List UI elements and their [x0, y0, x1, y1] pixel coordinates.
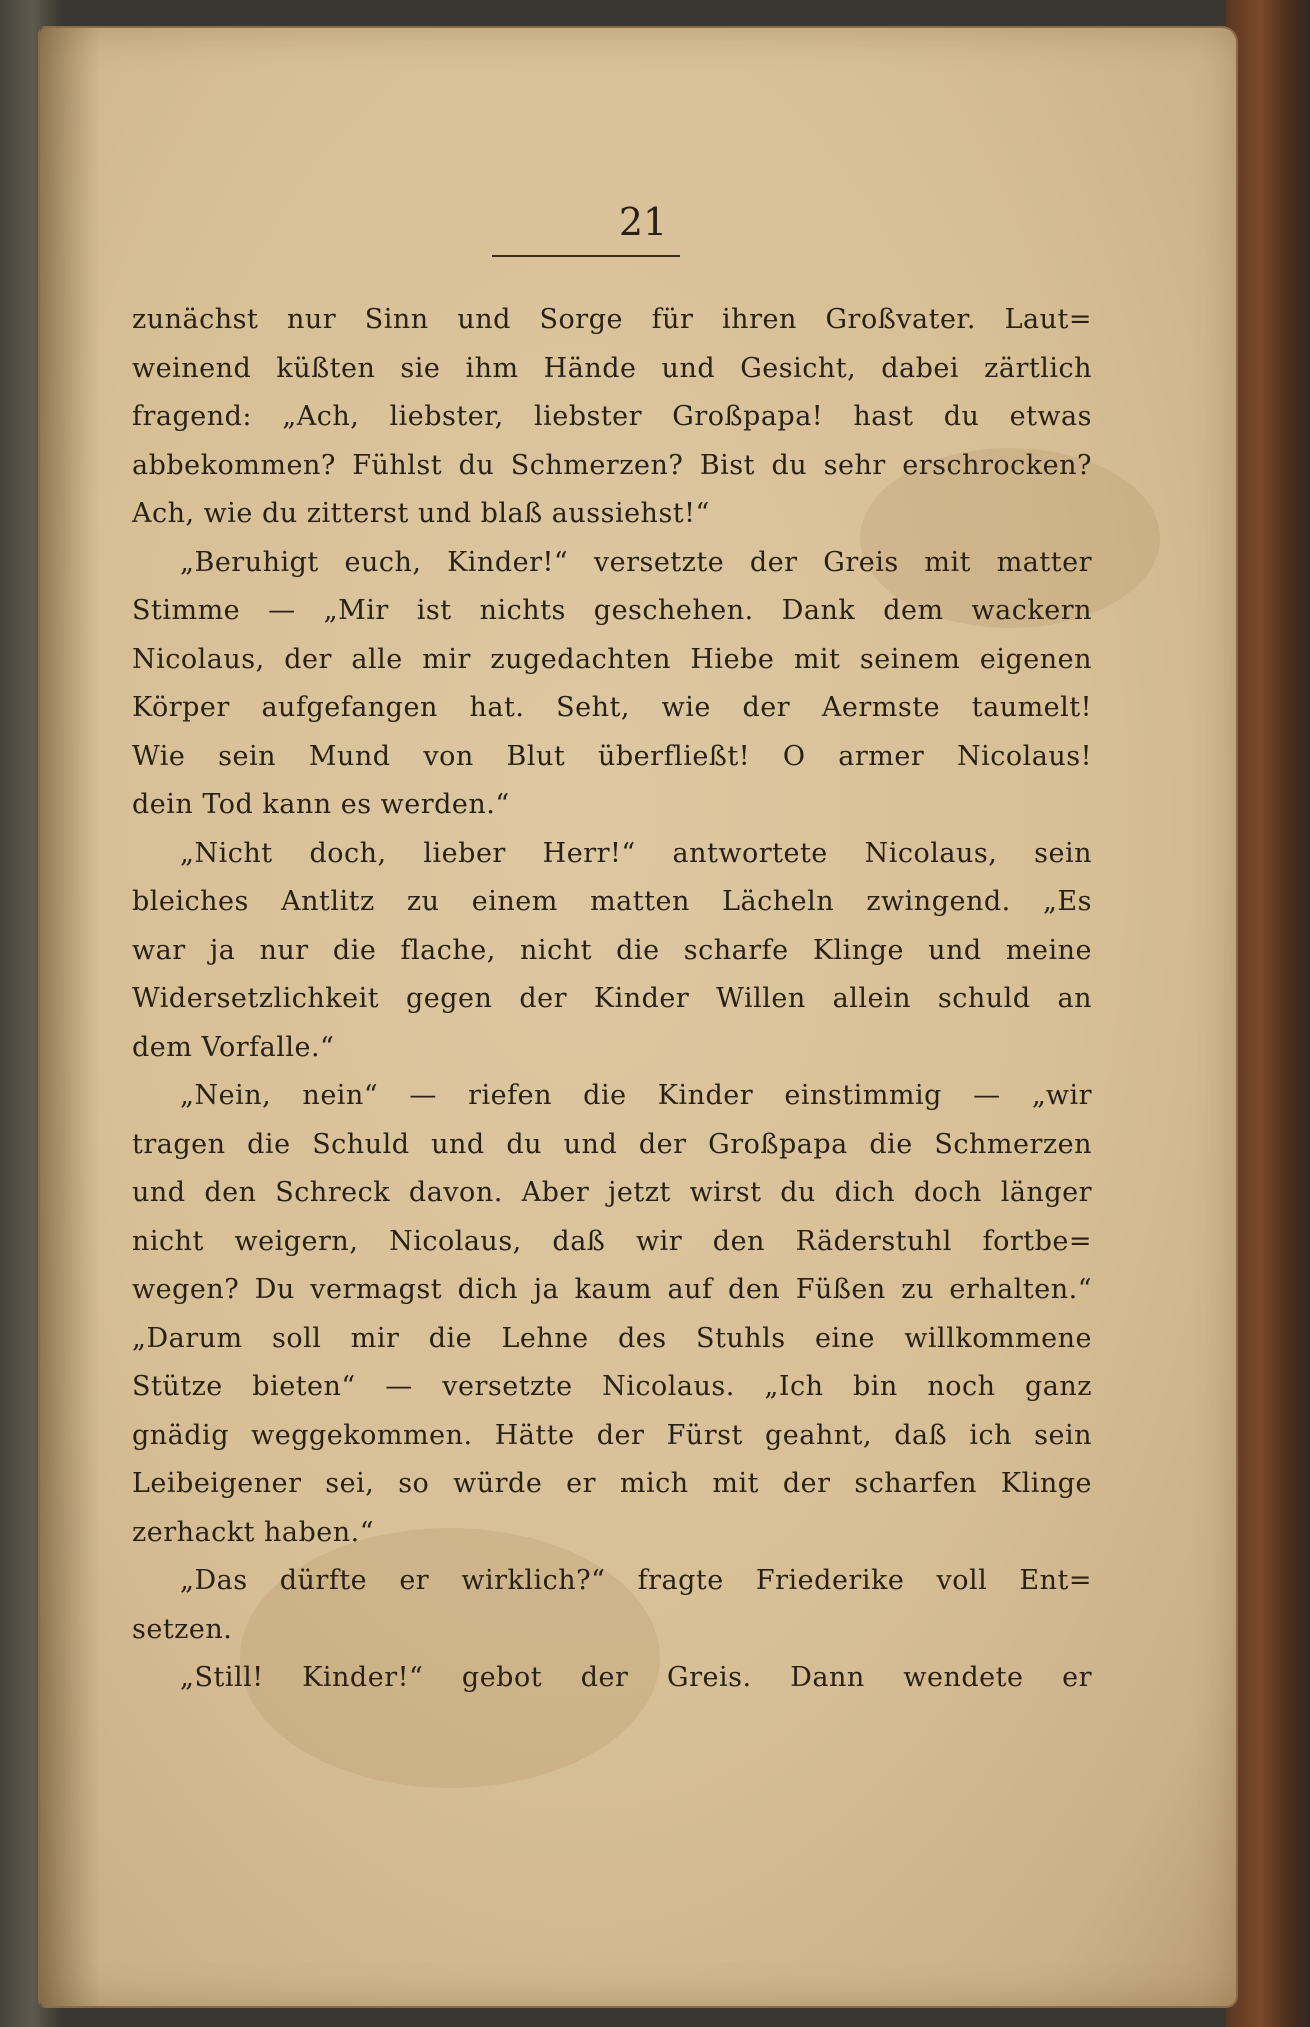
text-line: setzen. — [132, 1613, 233, 1645]
book-cover-right-edge — [1226, 0, 1310, 2027]
text-line: „Nein, nein“ — riefen die Kinder einstimmig — „wir — [180, 1080, 1092, 1111]
text-line: gnädig weggekommen. Hätte der Fürst geahnt, daß ich sein — [132, 1419, 1092, 1451]
text-line: Leibeigener sei, so würde er mich mit der scharfen Klinge — [132, 1468, 1092, 1499]
text-line: „Still! Kinder!“ gebot der Greis. Dann wendete er — [180, 1662, 1092, 1693]
text-line: und den Schreck davon. Aber jetzt wirst du dich doch länger — [132, 1177, 1092, 1208]
text-line: zerhackt haben.“ — [132, 1516, 375, 1548]
body-text — [132, 296, 1092, 1703]
text-line: weinend küßten sie ihm Hände und Gesicht, dabei zärtlich — [132, 352, 1092, 384]
text-line: wegen? Du vermagst dich ja kaum auf den Füßen zu erhalten.“ — [132, 1274, 1092, 1305]
text-line: „Beruhigt euch, Kinder!“ versetzte der Greis mit matter — [180, 546, 1092, 578]
text-line: Stimme — „Mir ist nichts geschehen. Dank dem wackern — [132, 595, 1092, 626]
text-line: „Darum soll mir die Lehne des Stuhls eine willkommene — [132, 1322, 1092, 1354]
text-line: fragend: „Ach, liebster, liebster Großpapa! hast du etwas — [132, 401, 1092, 432]
page-number-rule — [492, 255, 680, 257]
text-line: war ja nur die flache, nicht die scharfe Klinge und meine — [132, 934, 1092, 966]
text-line: Körper aufgefangen hat. Seht, wie der Aermste taumelt! — [132, 692, 1092, 723]
text-line: „Das dürfte er wirklich?“ fragte Friederike voll Ent= — [180, 1565, 1092, 1596]
text-line: dem Vorfalle.“ — [132, 1031, 335, 1063]
text-line: tragen die Schuld und du und der Großpapa die Schmerzen — [132, 1128, 1092, 1160]
text-line: abbekommen? Fühlst du Schmerzen? Bist du sehr erschrocken? — [132, 449, 1092, 481]
page-number: 21 — [618, 200, 668, 244]
text-line: dein Tod kann es werden.“ — [132, 789, 510, 820]
text-line: „Nicht doch, lieber Herr!“ antwortete Nicolaus, sein — [180, 837, 1092, 869]
page-sheet — [40, 28, 1236, 2006]
text-line: Widersetzlichkeit gegen der Kinder Willen allein schuld an — [132, 983, 1092, 1014]
text-line: Wie sein Mund von Blut überfließt! O armer Nicolaus! — [132, 740, 1092, 772]
text-line: bleiches Antlitz zu einem matten Lächeln zwingend. „Es — [132, 886, 1092, 917]
text-line: zunächst nur Sinn und Sorge für ihren Großvater. Laut= — [132, 304, 1092, 335]
text-line: Nicolaus, der alle mir zugedachten Hiebe mit seinem eigenen — [132, 643, 1092, 675]
text-line: Stütze bieten“ — versetzte Nicolaus. „Ich bin noch ganz — [132, 1371, 1092, 1402]
text-line: Ach, wie du zitterst und blaß aussiehst!“ — [132, 498, 710, 529]
text-line: nicht weigern, Nicolaus, daß wir den Räderstuhl fortbe= — [132, 1225, 1092, 1257]
